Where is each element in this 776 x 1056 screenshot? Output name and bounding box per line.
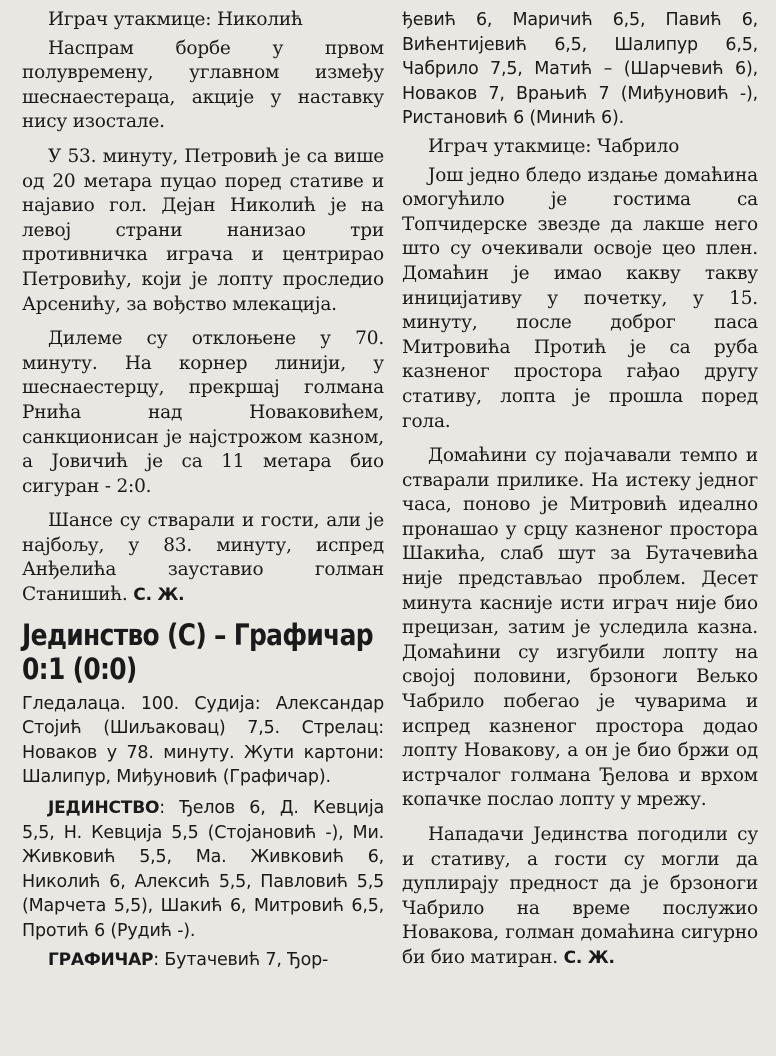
article-paragraph: Дилеме су отклоњене у 70. минуту. На корнер линији, у шеснаестерцу, прекршај голмана Рнића над Новаковићем, санкционисан је најстрожом казном, а Јовичић је са 11 метара био сигуран - 2:0. — [22, 328, 384, 497]
match-teams: Јединство (С) – Графичар — [22, 617, 373, 652]
article-paragraph: У 53. минуту, Петровић је са више од 20 метара пуцао поред стативе и најавио гол. Дејан Николић је на левој страни нанизао три противничка играча и центрирао Петровићу, који је лопту проследио Арсенићу, за вођство млекација. — [22, 145, 384, 315]
article-text: Шансе су стварали и гости, али је најбољу, у 83. минуту, испред Анђелића зауставио голман Станишић. — [22, 510, 384, 606]
lineup-away-players: : Бутачевић 7, Ђор- — [153, 949, 329, 970]
match-info — [22, 692, 384, 790]
lineup-away-continued: ђевић 6, Маричић 6,5, Павић 6, Вићентијевић 6,5, Шалипур 6,5, Чабрило 7,5, Матић – (Шарчевић 6), Новаков 7, Врањић 7 (Миђуновић -), Ристановић 6 (Минић 6). — [402, 10, 758, 129]
match-headline — [22, 618, 383, 686]
article-paragraph: Још једно бледо издање домаћина омогућило је гостима са Топчидерске звезде да лакше него што су очекивали освоје цео плен. Домаћин је имао какву такву иницијативу у почетку, у 15. минуту, после доброг паса Митровића Протић је са руба казненог простора гађао другу стативу, лопта је прошла поред гола. — [402, 164, 758, 432]
lineup-away — [22, 948, 384, 973]
article-paragraph — [402, 823, 758, 971]
team-name-away: ГРАФИЧАР — [48, 949, 154, 970]
lineup-home — [22, 796, 384, 944]
right-column — [402, 8, 758, 981]
author-signature: С. Ж. — [133, 585, 185, 606]
lineups — [22, 796, 384, 972]
article-paragraph — [22, 509, 384, 607]
match-score: 0:1 (0:0) — [22, 651, 137, 686]
article-paragraph: Наспрам борбе у првом полувремену, углавном између шеснаестераца, акције у наставку нису изостале. — [22, 37, 384, 133]
lineup-home-players: : Ђелов 6, Д. Кевција 5,5, Н. Кевција 5,5 (Стојановић -), Ми. Живковић 5,5, Ма. Живковић 6, Николић 6, Алексић 5,5, Павловић 5,5 (Марчета 5,5), Шакић 6, Митровић 6,5, Протић 6 (Рудић -). — [22, 798, 384, 941]
player-of-match-previous: Играч утакмице: Николић — [48, 9, 303, 30]
lineups-continued — [402, 8, 758, 131]
article-text: Нападачи Јединства погодили су и стативу, а гости су могли да дуплирају предност да је брзоноги Чабрило на време послужио Новакова, голман домаћина сигурно би био матиран. — [402, 824, 758, 968]
left-column — [22, 8, 384, 976]
author-signature: С. Ж. — [563, 947, 615, 968]
match-meta: Гледалаца. 100. Судија: Александар Стојић (Шиљаковац) 7,5. Стрелац: Новаков у 78. минуту. Жути картони: Шалипур, Миђуновић (Графичар). — [22, 693, 384, 788]
team-name-home: ЈЕДИНСТВО — [48, 798, 160, 819]
article-paragraph: Домаћини су појачавали темпо и стварали прилике. На истеку једног часа, поново је Митровић идеално пронашао у срцу казненог простора Шакића, слаб шут за Бутачевића није представљао проблем. Десет минута касније исти играч није био прецизан, затим је уследила казна. Домаћини су изгубили лопту на својој половини, брзоноги Вељко Чабрило побегао је чуварима и испред казненог простора додао лопту Новакову, а он је био бржи од истрчалог голмана Ђелова и врхом копачке послао лопту у мрежу. — [402, 445, 758, 811]
player-of-match: Играч утакмице: Чабрило — [428, 135, 680, 157]
